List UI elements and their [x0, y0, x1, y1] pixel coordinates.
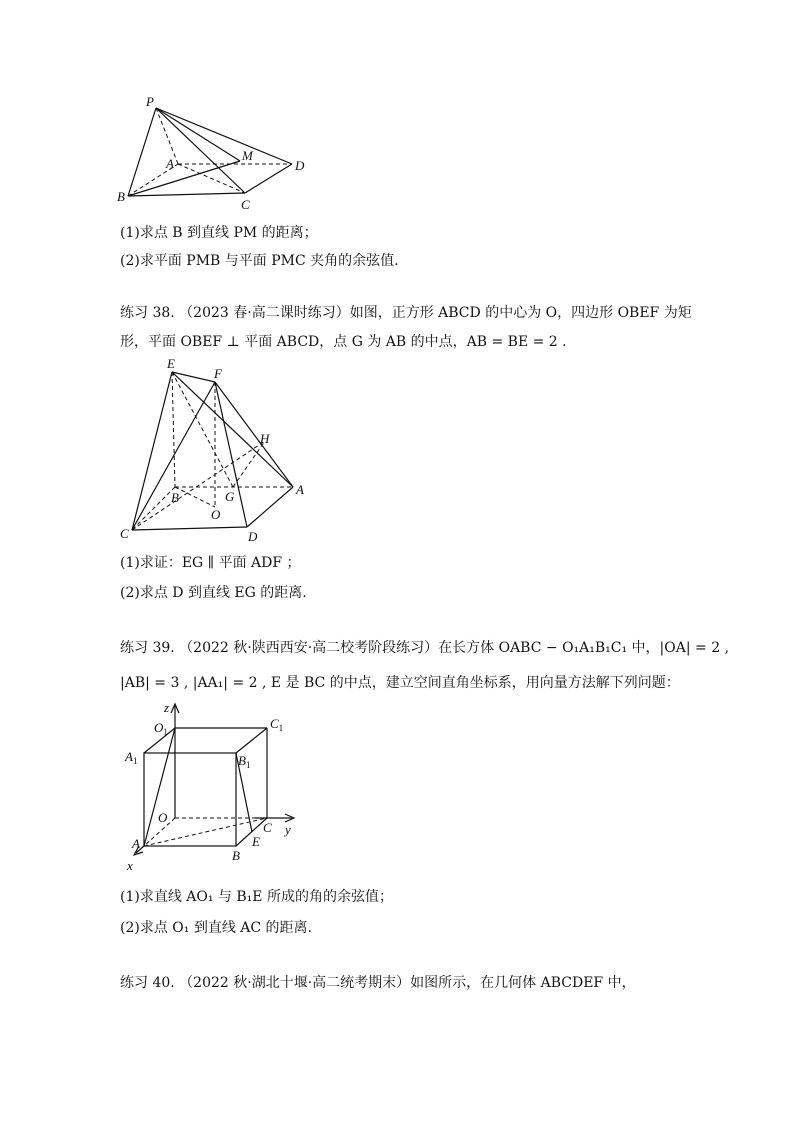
- label-b1: $B_1$: [238, 753, 251, 770]
- label-z: z: [164, 700, 170, 715]
- label-o1: $O_1$: [154, 720, 168, 737]
- label-a: A: [166, 156, 174, 171]
- label-c: C: [241, 197, 250, 212]
- figure-pyramid-pabcd: [110, 88, 320, 218]
- ex39-question-2: (2)求点 O₁ 到直线 AC 的距离.: [120, 920, 312, 936]
- figure-oberf-abcd: [115, 355, 315, 545]
- label-c1: $C_1$: [270, 716, 284, 733]
- label-y: y: [285, 822, 291, 837]
- label-o: O: [158, 810, 168, 825]
- label-p: P: [146, 94, 154, 109]
- ex38-heading: 练习 38. （2023 春·高二课时练习）如图，正方形 ABCD 的中心为 O，四边形 OBEF 为矩: [120, 305, 692, 321]
- figure-cuboid-axes: [120, 698, 310, 876]
- label-a: A: [296, 482, 304, 497]
- label-e: E: [167, 356, 175, 371]
- label-o: O: [211, 507, 221, 522]
- ex38-question-1: (1)求证：EG ∥ 平面 ADF ；: [120, 555, 301, 571]
- ex37-question-1: (1)求点 B 到直线 PM 的距离；: [120, 225, 318, 241]
- label-e: E: [252, 834, 260, 849]
- label-a: A: [132, 836, 140, 851]
- label-m: M: [242, 148, 253, 163]
- label-b: B: [117, 189, 125, 204]
- label-b: B: [171, 490, 179, 505]
- ex39-question-1: (1)求直线 AO₁ 与 B₁E 所成的角的余弦值；: [120, 889, 393, 905]
- label-c: C: [120, 526, 129, 541]
- label-c: C: [263, 820, 272, 835]
- label-b: B: [232, 848, 240, 863]
- ex39-heading: 练习 39. （2022 秋·陕西西安·高二校考阶段练习）在长方体 OABC − O₁A₁B₁C₁ 中，|OA| = 2 ,: [120, 640, 730, 656]
- label-g: G: [225, 489, 235, 504]
- label-x: x: [127, 858, 133, 873]
- ex38-heading-cont: 形，平面 OBEF ⊥ 平面 ABCD，点 G 为 AB 的中点，AB = BE = 2 .: [120, 334, 567, 350]
- label-d: D: [295, 158, 305, 173]
- label-h: H: [260, 431, 270, 446]
- label-f: F: [214, 366, 222, 381]
- ex39-heading-cont: |AB| = 3 , |AA₁| = 2 , E 是 BC 的中点，建立空间直角坐标系，用向量方法解下列问题：: [120, 675, 680, 691]
- label-a1: $A_1$: [125, 749, 138, 766]
- label-d: D: [248, 529, 258, 544]
- ex37-question-2: (2)求平面 PMB 与平面 PMC 夹角的余弦值.: [120, 253, 399, 269]
- ex40-heading: 练习 40. （2022 秋·湖北十堰·高二统考期末）如图所示，在几何体 ABCDEF 中，: [120, 975, 636, 991]
- ex38-question-2: (2)求点 D 到直线 EG 的距离.: [120, 585, 307, 601]
